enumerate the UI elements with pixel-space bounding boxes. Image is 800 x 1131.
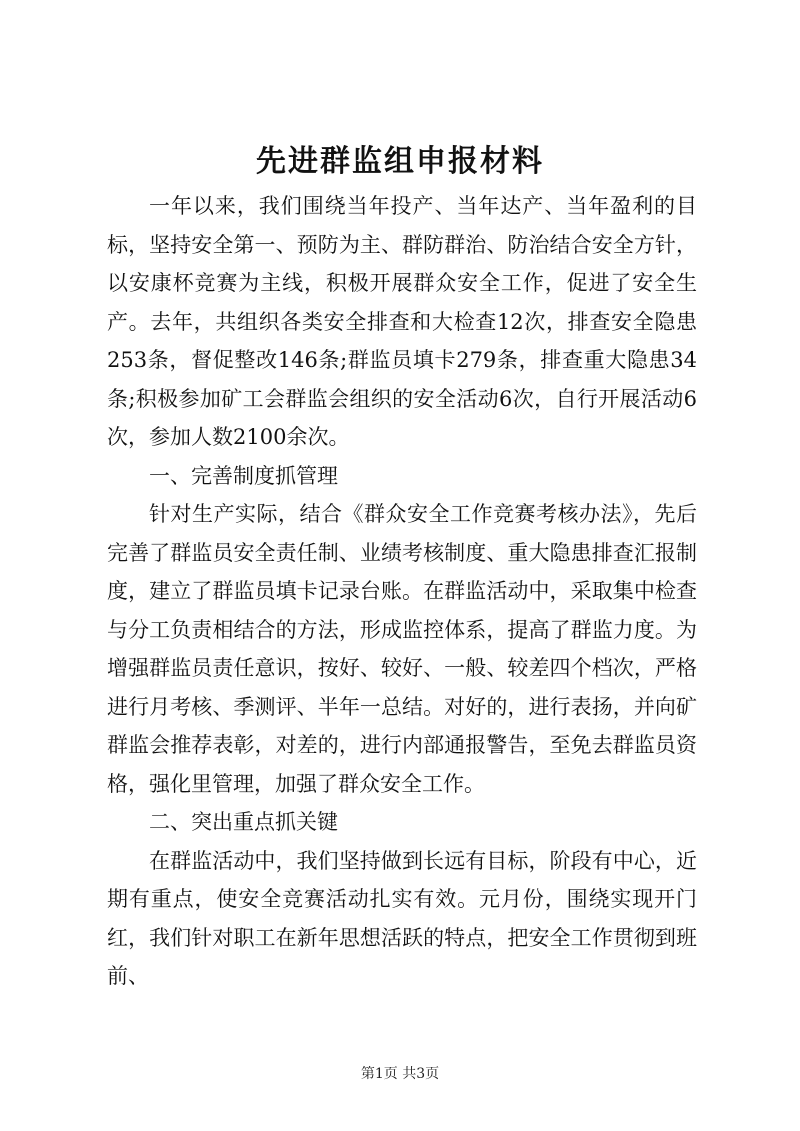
section-1-paragraph: 针对生产实际，结合《群众安全工作竞赛考核办法》，先后完善了群监员安全责任制、业绩考核制度、重大隐患排查汇报制度，建立了群监员填卡记录台账。在群监活动中，采取集中检查与分工负责相结合的方法，形成监控体系，提高了群监力度。为增强群监员责任意识，按好、较好、一般、较差四个档次，严格进行月考核、季测评、半年一总结。对好的，进行表扬，并向矿群监会推荐表彰，对差的，进行内部通报警告，至免去群监员资格，强化里管理，加强了群众安全工作。 — [107, 502, 697, 796]
section-2-paragraph: 在群监活动中，我们坚持做到长远有目标，阶段有中心，近期有重点，使安全竞赛活动扎实有效。元月份，围绕实现开门红，我们针对职工在新年思想活跃的特点，把安全工作贯彻到班前、 — [107, 848, 697, 988]
section-heading-2: 二、突出重点抓关键 — [149, 810, 338, 834]
document-body — [107, 187, 697, 996]
document-title: 先进群监组申报材料 — [256, 144, 544, 179]
page-number-footer: 第1页 共3页 — [360, 1066, 440, 1082]
intro-paragraph: 一年以来，我们围绕当年投产、当年达产、当年盈利的目标，坚持安全第一、预防为主、群防群治、防治结合安全方针，以安康杯竞赛为主线，积极开展群众安全工作，促进了安全生产。去年，共组织各类安全排查和大检查12次，排查安全隐患253条，督促整改146条;群监员填卡279条，排查重大隐患34条;积极参加矿工会群监会组织的安全活动6次，自行开展活动6次，参加人数2100余次。 — [107, 194, 697, 449]
section-heading-1: 一、完善制度抓管理 — [149, 463, 338, 488]
